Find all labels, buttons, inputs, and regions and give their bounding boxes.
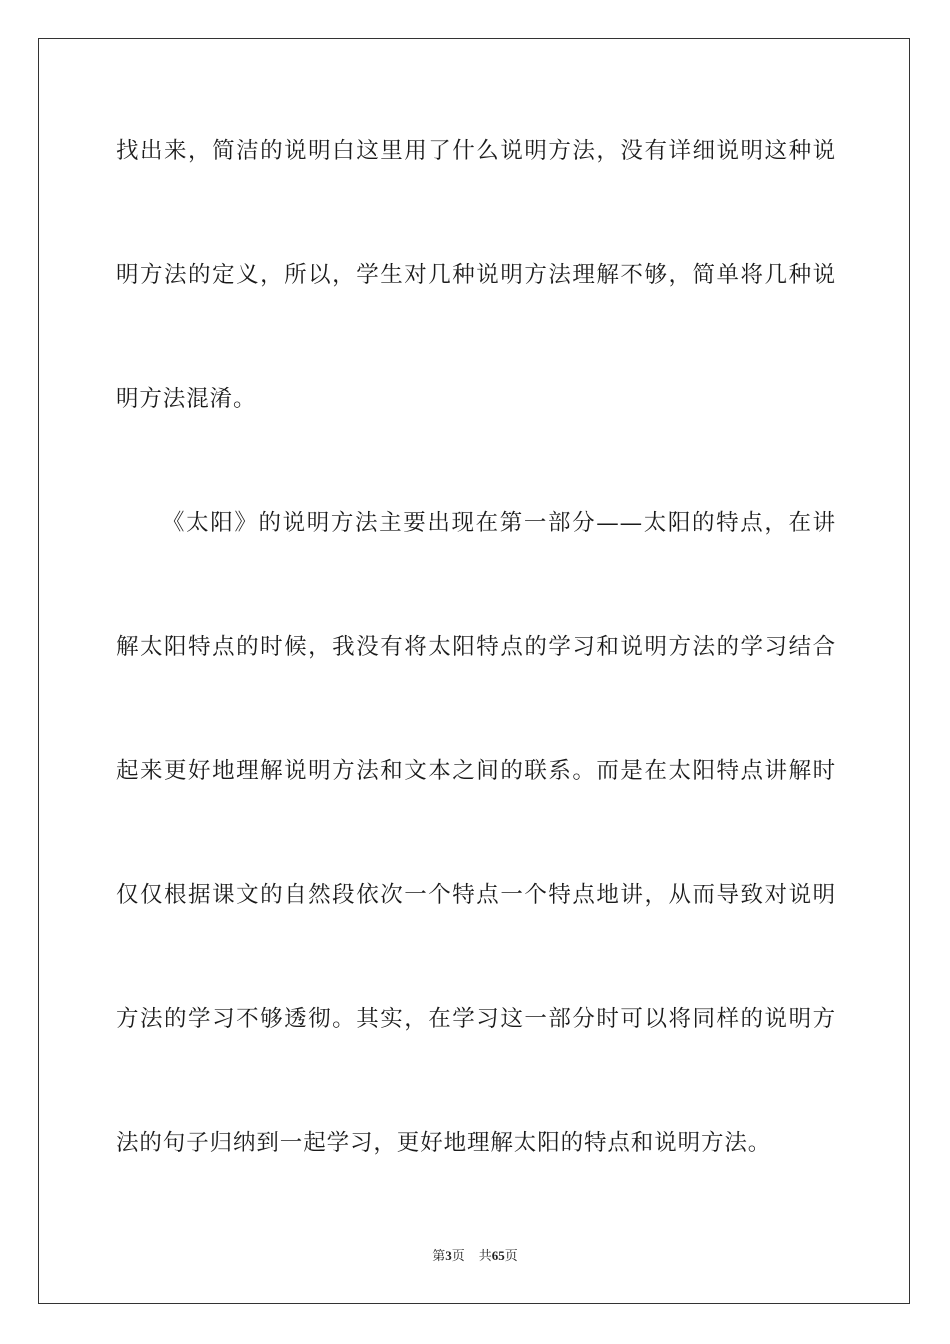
page-prefix: 第 xyxy=(432,1248,446,1263)
text-line-2: 明方法的定义，所以，学生对几种说明方法理解不够，简单将几种说 xyxy=(116,262,836,288)
text-line-9: 法的句子归纳到一起学习，更好地理解太阳的特点和说明方法。 xyxy=(116,1130,772,1156)
total-pages: 65 xyxy=(491,1248,505,1263)
page-footer xyxy=(0,1247,950,1265)
text-line-8: 方法的学习不够透彻。其实，在学习这一部分时可以将同样的说明方 xyxy=(116,1006,836,1032)
page-border xyxy=(38,38,910,1304)
text-line-7: 仅仅根据课文的自然段依次一个特点一个特点地讲，从而导致对说明 xyxy=(116,882,836,908)
total-suffix: 页 xyxy=(504,1248,518,1263)
page-suffix: 页 xyxy=(451,1248,465,1263)
text-line-4-indented: 《太阳》的说明方法主要出现在第一部分——太阳的特点，在讲 xyxy=(162,510,836,536)
text-line-1: 找出来，简洁的说明白这里用了什么说明方法，没有详细说明这种说 xyxy=(116,138,836,164)
text-line-5: 解太阳特点的时候，我没有将太阳特点的学习和说明方法的学习结合 xyxy=(116,634,836,660)
total-prefix: 共 xyxy=(478,1248,492,1263)
text-line-6: 起来更好地理解说明方法和文本之间的联系。而是在太阳特点讲解时 xyxy=(116,758,836,784)
text-line-3: 明方法混淆。 xyxy=(116,386,257,412)
page-number: 3 xyxy=(445,1248,452,1263)
